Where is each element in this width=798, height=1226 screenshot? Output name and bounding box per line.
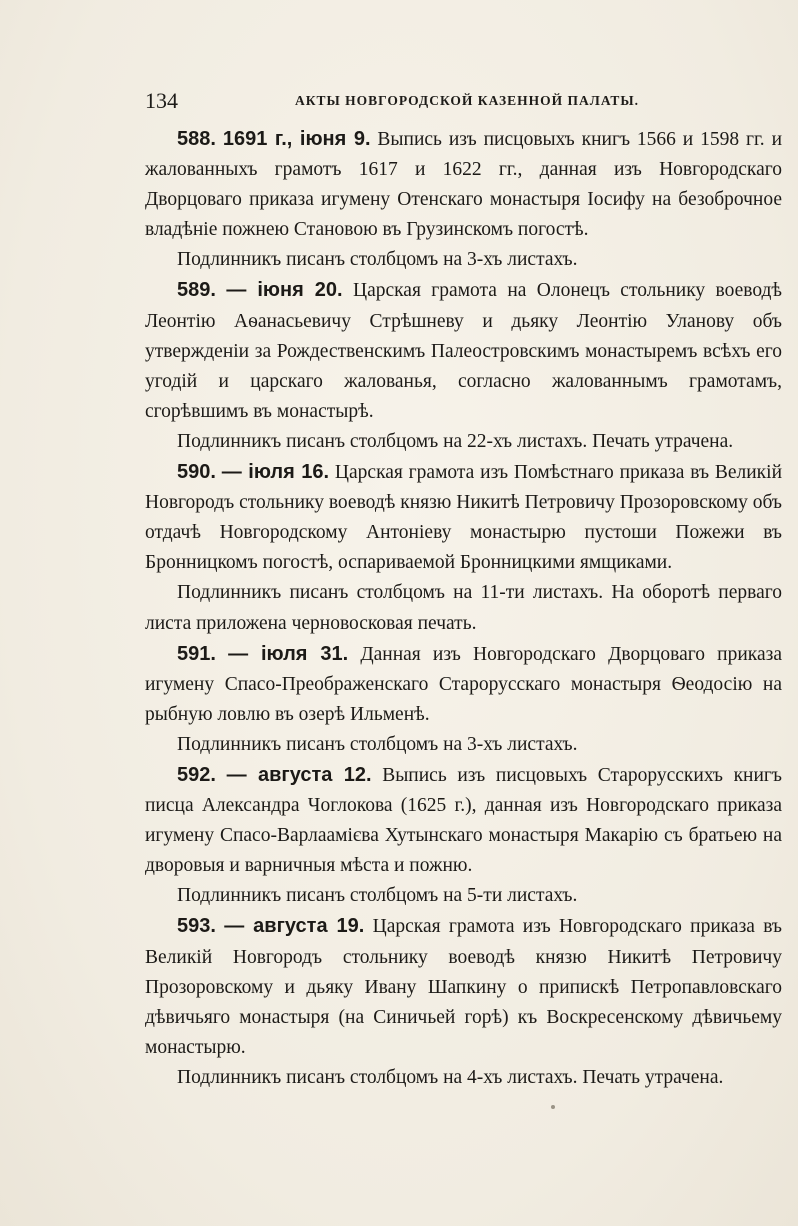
entry-date: — августа 12. [226,763,372,786]
entry-note: Подлинникъ писанъ столбцомъ на 3-хъ листахъ. [177,733,578,755]
entry-text: Данная изъ Новгородскаго Дворцоваго приказа игумену Спасо-Преображенскаго Старорусскаго монастыря Ѳеодосію на рыбную ловлю въ озерѣ Ильменѣ. [145,643,782,725]
entry-note: Подлинникъ писанъ столбцомъ на 22-хъ листахъ. Печать утрачена. [177,430,734,452]
entry-date: — іюля 31. [228,642,349,665]
entry-number: 588. [177,128,216,150]
page-number: 134 [145,88,178,113]
page-header [145,88,757,114]
entry-number: 590. [177,461,216,484]
entry-588 [145,124,782,245]
page-content [145,124,782,1093]
entry-note: Подлинникъ писанъ столбцомъ на 11-ти листахъ. На оборотѣ перваго листа приложена черновосковая печать. [145,582,782,634]
entry-date: — іюля 16. [221,461,330,484]
entry-592 [145,760,782,881]
entry-date: — іюня 20. [226,279,343,302]
entry-589 [145,275,782,426]
entry-593 [145,911,782,1062]
entry-text: Царская грамота на Олонецъ стольнику воеводѣ Леонтію Аѳанасьевичу Стрѣшневу и дьяку Леонтію Уланову объ утвержденіи за Рождественскимъ Палеостровскимъ монастыремъ всѣхъ его угодій и царскаго жалованья, согласно жалованнымъ грамотамъ, сгорѣвшимъ въ монастырѣ. [145,280,783,422]
entry-text: Царская грамота изъ Помѣстнаго приказа въ Великій Новгородъ стольнику воеводѣ князю Никитѣ Петровичу Прозоровскому объ отдачѣ Новгородскому Антоніеву монастырю пустоши Пожежи въ Бронницкомъ погостѣ, оспариваемой Бронницкими ямщиками. [145,462,783,574]
entry-note: Подлинникъ писанъ столбцомъ на 4-хъ листахъ. Печать утрачена. [177,1066,724,1088]
entry-text: Выпись изъ писцовыхъ книгъ 1566 и 1598 гг. и жалованныхъ грамотъ 1617 и 1622 гг., данная изъ Новгородскаго Дворцоваго приказа игумену Отенскаго монастыря Іосифу на безоброчное владѣніе пожнею Становою въ Грузинскомъ погостѣ. [145,129,783,241]
entry-text: Царская грамота изъ Новгородскаго приказа въ Великій Новгородъ стольнику воеводѣ князю Никитѣ Петровичу Прозоровскому и дьяку Ивану Шапкину о припискѣ Петропавловскаго дѣвичьяго монастыря (на Синичьей горѣ) къ Воскресенскому дѣвичьему монастырю. [145,916,783,1058]
entry-number: 589. [177,279,216,302]
entry-number: 591. [177,642,216,665]
entry-date: — августа 19. [224,915,365,938]
entry-text: Выпись изъ писцовыхъ Старорусскихъ книгъ писца Александра Чоглокова (1625 г.), данная изъ Новгородскаго приказа игумену Спасо-Варлаамієва Хутынскаго монастыря Макарію съ братьею на дворовыя и варничныя мѣста и пожню. [145,764,783,877]
running-title: АКТЫ НОВГОРОДСКОЙ КАЗЕННОЙ ПАЛАТЫ. [295,93,640,108]
entry-date: 1691 г., іюня 9. [222,128,371,150]
entry-590 [145,457,782,578]
entry-number: 592. [177,763,216,786]
ink-speck [551,1105,555,1109]
entry-number: 593. [177,915,216,938]
entry-591 [145,639,782,730]
entry-note: Подлинникъ писанъ столбцомъ на 3-хъ листахъ. [177,249,578,271]
entry-note: Подлинникъ писанъ столбцомъ на 5-ти листахъ. [177,885,578,907]
